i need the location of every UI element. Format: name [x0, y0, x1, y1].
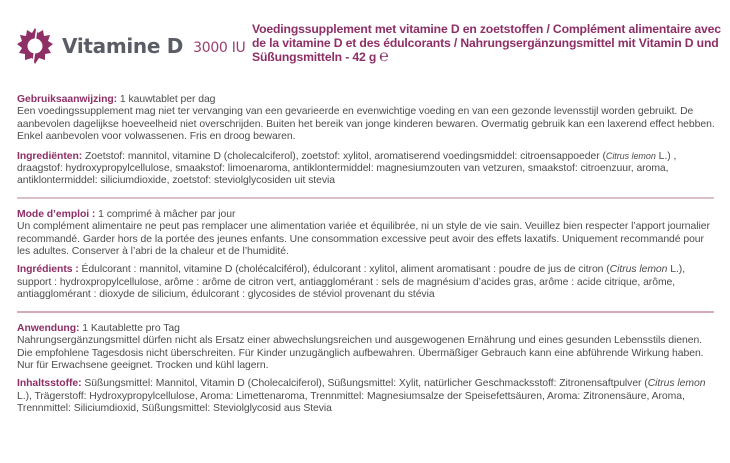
estimated-sign-icon: ℮: [379, 48, 389, 65]
section-german: [17, 323, 717, 416]
usage-text: Nahrungsergänzungsmittel dürfen nicht als Ersatz einer abwechslungsreichen und ausgewogenen Ernährung und eines gesunden Lebensstils dienen. Die empfohlene Tagesdosis nicht überschreiten. Für Kinder unzugänglich aufbewahren. Übermäßiger Gebrauch kann eine abführende Wirkung haben. Nur für Erwachsene geeignet. Trocken und kühl lagern.: [17, 335, 704, 371]
ingredients-latin-name: Citrus lemon: [609, 264, 668, 276]
ingredients-latin-name: Citrus lemon: [605, 150, 656, 161]
sun-ring-icon: [16, 27, 54, 65]
product-title: Vitamine D: [62, 34, 184, 58]
ingredients-text-2: L.), Trägerstoff: Hydroxypropylcellulose, Aroma: Limettenaroma, Trennmittel: Magnesiumsalze der Speisefettsäuren, Aroma: Zitronensäure, Aroma, Trennmittel: Siliciumdioxid, Süßungsmittel: Steviolglycosid aus Stevia: [17, 390, 685, 415]
ingredients-paragraph: [17, 150, 717, 188]
ingredients-latin-name: Citrus lemon: [647, 378, 706, 390]
usage-dose: 1 comprimé à mâcher par jour: [95, 208, 236, 220]
ingredients-label: Inhaltsstoffe:: [17, 378, 82, 390]
ingredients-label: Ingrediënten:: [17, 150, 83, 162]
product-description-text: Voedingssupplement met vitamine D en zoetstoffen / Complément alimentaire avec de la vitamine D et des édulcorants / Nahrungsergänzungsmittel mit Vitamin D und Süßungsmitteln - 42 g: [252, 22, 721, 64]
product-description: [252, 23, 722, 65]
brand-logo: [16, 27, 245, 65]
ingredients-text-1: Süßungsmittel: Mannitol, Vitamin D (Cholecalciferol), Süßungsmittel: Xylit, natürlicher Geschmacksstoff: Zitronensaftpulver (: [81, 378, 648, 390]
section-french: [17, 209, 717, 302]
ingredients-text-2: L.) , draagstof: hydroxypropylcellulose, smaakstof: limoenaroma, antiklontermiddel: magnesiumzouten van vetzuren, smaakstof: citroenzuur, aroma, antiklontermiddel: siliciumdioxide, zoetstof: steviolglycosiden uit stevia: [17, 150, 677, 187]
usage-paragraph: [17, 323, 717, 373]
section-divider: [17, 197, 714, 199]
usage-text: Un complément alimentaire ne peut pas remplacer une alimentation variée et équilibrée, ni un style de vie sain. Veuillez bien respecter l’apport journalier recommandé. Garder hors de la portée des jeunes enfants. Une consommation excessive peut avoir des effets laxatifs. Uniquement recommandé pour les adultes. Conserver à l’abri de la chaleur et de l’humidité.: [17, 221, 710, 258]
section-dutch: [17, 94, 717, 188]
label-header: [0, 0, 730, 90]
usage-dose: 1 Kautablette pro Tag: [79, 322, 180, 334]
ingredients-label: Ingrédients :: [17, 264, 79, 276]
ingredients-text-1: Édulcorant : mannitol, vitamine D (cholécalciférol), édulcorant : xylitol, aliment aromatisant : poudre de jus de citron (: [78, 264, 610, 276]
usage-label: Anwendung:: [17, 322, 80, 334]
product-strength: 3000 IU: [193, 40, 246, 56]
label-content: [17, 94, 717, 416]
usage-label: Gebruiksaanwijzing:: [17, 94, 118, 105]
ingredients-paragraph: [17, 264, 717, 301]
usage-label: Mode d’emploi :: [17, 208, 96, 220]
usage-text: Een voedingssupplement mag niet ter vervanging van een gevarieerde en evenwichtige voeding en van een gezonde levensstijl worden gebruikt. De aanbevolen dagelijkse hoeveelheid niet overschrijden. Buiten het bereik van jonge kinderen bewaren. Overmatig gebruik kan een laxerend effect hebben. Enkel aanbevolen voor volwassenen. Fris en droog bewaren.: [17, 106, 715, 143]
ingredients-text-2: L.), support : hydroxpropylcellulose, arôme : arôme de citron vert, antiagglomérant : sels de magnésium d’acides gras, arôme : acide citrique, arôme, antiagglomérant : dioxyde de silicium, édulcorant : glycosides de stéviol provenant du stévia: [17, 264, 686, 301]
section-divider: [17, 311, 714, 313]
usage-paragraph: [17, 209, 717, 259]
usage-dose: 1 kauwtablet per dag: [117, 94, 216, 105]
ingredients-paragraph: [17, 378, 717, 415]
ingredients-text-1: Zoetstof: mannitol, vitamine D (cholecalciferol), zoetstof: xylitol, aromatiserend voedingsmiddel: citroensappoeder (: [82, 150, 606, 162]
usage-paragraph: [17, 94, 717, 144]
